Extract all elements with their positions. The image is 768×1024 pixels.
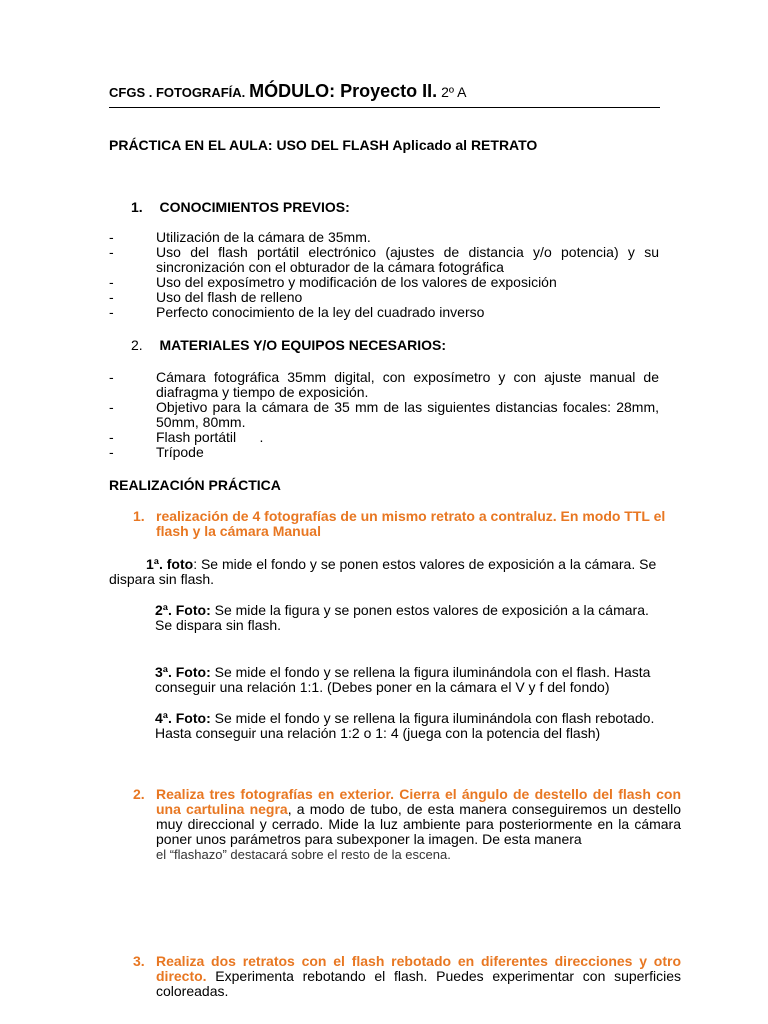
- header-curso: 2º A: [441, 84, 467, 100]
- section1-heading: [131, 200, 350, 215]
- item1-number: 1.: [133, 508, 145, 524]
- realizacion-item3: 3. Realiza dos retratos con el flash rebotado en diferentes direcciones y otro directo. Experimenta rebotando el flash. Puedes experimentar con superficies coloreadas.: [133, 953, 681, 999]
- realizacion-item1-title: 1. realización de 4 fotografías de un mismo retrato a contraluz. En modo TTL el flash y la cámara Manual: [133, 508, 666, 539]
- section2-list: [109, 370, 659, 460]
- foto-1: 1ª. foto: Se mide el fondo y se ponen estos valores de exposición a la cámara. Se dispara sin flash.: [109, 556, 657, 587]
- document-title: PRÁCTICA EN EL AULA: USO DEL FLASH Aplicado al RETRATO: [109, 137, 538, 153]
- document-header: [109, 81, 467, 101]
- list-item: - Uso del flash portátil electrónico (ajustes de distancia y/o potencia) y su sincronización con el obturador de la cámara fotográfica: [109, 244, 659, 275]
- realizacion-item2: 2. Realiza tres fotografías en exterior. Cierra el ángulo de destello del flash con una cartulina negra, a modo de tubo, de esta manera conseguiremos un destello muy direccional y cerrado. Mide la luz ambiente para posteriormente en la cámara poner unos parámetros para subexponer la imagen. De esta manera el “flashazo” destacará sobre el resto de la escena.: [133, 786, 681, 862]
- list-item: - Utilización de la cámara de 35mm.: [109, 229, 371, 245]
- list-item: - Flash portátil .: [109, 429, 264, 445]
- item2-tail: el “flashazo” destacará sobre el resto de la escena.: [156, 847, 451, 862]
- section1-title: CONOCIMIENTOS PREVIOS:: [159, 199, 350, 215]
- foto-2: 2ª. Foto: Se mide la figura y se ponen estos valores de exposición a la cámara. Se dispara sin flash.: [155, 602, 649, 633]
- list-item: - Cámara fotográfica 35mm digital, con exposímetro y con ajuste manual de diafragma y tiempo de exposición.: [109, 369, 659, 400]
- header-rule: [109, 107, 660, 108]
- section1-list: [109, 230, 659, 320]
- foto-4: 4ª. Foto: Se mide el fondo y se rellena la figura iluminándola con flash rebotado. Hasta conseguir una relación 1:2 o 1: 4 (juega con la potencia del flash): [155, 710, 655, 741]
- list-item: - Uso del flash de relleno: [109, 289, 303, 305]
- item3-number: 3.: [133, 953, 145, 969]
- header-modulo: MÓDULO: Proyecto II.: [249, 81, 438, 101]
- section1-number: 1.: [131, 199, 143, 215]
- section2-number: 2.: [131, 337, 143, 353]
- header-prefix: CFGS . FOTOGRAFÍA.: [109, 85, 246, 100]
- item2-number: 2.: [133, 786, 145, 802]
- list-item: - Trípode: [109, 444, 204, 460]
- section2-title: MATERIALES Y/O EQUIPOS NECESARIOS:: [159, 337, 446, 353]
- foto-3: 3ª. Foto: Se mide el fondo y se rellena la figura iluminándola con el flash. Hasta conseguir una relación 1:1. (Debes poner en la cámara el V y f del fondo): [155, 664, 651, 695]
- list-item: - Uso del exposímetro y modificación de los valores de exposición: [109, 274, 557, 290]
- list-item: - Perfecto conocimiento de la ley del cuadrado inverso: [109, 304, 485, 320]
- list-item: - Objetivo para la cámara de 35 mm de las siguientes distancias focales: 28mm, 50mm, 80mm.: [109, 399, 659, 430]
- section2-heading: [131, 338, 446, 353]
- realizacion-heading: REALIZACIÓN PRÁCTICA: [109, 477, 281, 493]
